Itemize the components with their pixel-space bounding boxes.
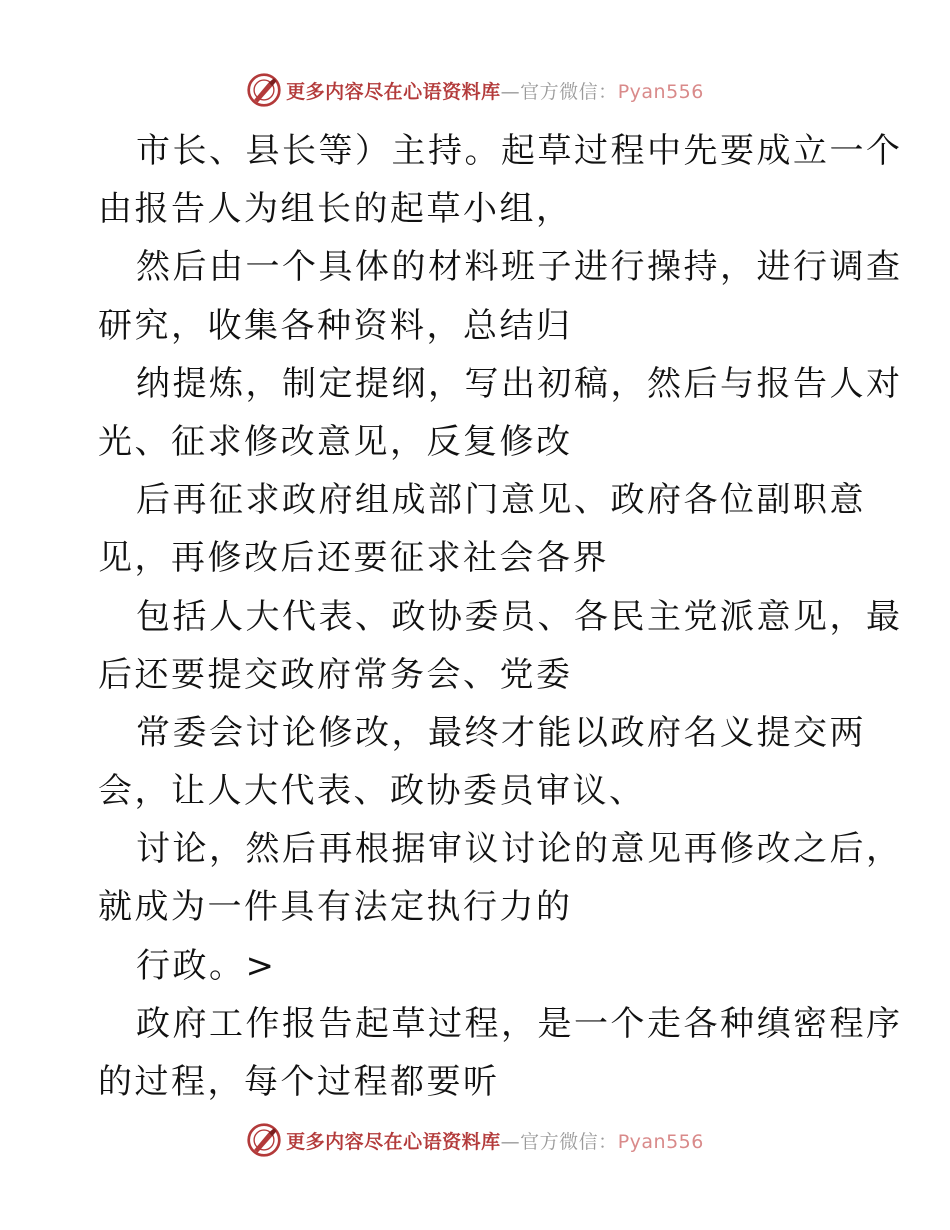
- header-wechat-label: 官方微信：: [520, 80, 618, 103]
- paragraph-line: 纳提炼，制定提纲，写出初稿，然后与报告人对: [136, 363, 903, 404]
- paragraph-line: 后还要提交政府常务会、党委: [98, 654, 573, 695]
- paragraph-line: 的过程，每个过程都要听: [98, 1062, 500, 1102]
- header-site-name: 更多内容尽在心语资料库: [286, 80, 501, 103]
- footer-site-name: 更多内容尽在心语资料库: [286, 1130, 501, 1153]
- paragraph-line: 光、征求修改意见，反复修改: [98, 421, 573, 462]
- footer-watermark-text: [286, 1127, 704, 1154]
- paragraph-line: 市长、县长等）主持。起草过程中先要成立一个: [136, 131, 903, 171]
- paragraph-line: 包括人大代表、政协委员、各民主党派意见，最: [136, 596, 903, 637]
- footer-watermark-inner: [246, 1122, 704, 1158]
- paragraph-line: 政府工作报告起草过程，是一个走各种缜密程序: [136, 1003, 903, 1044]
- paragraph-line: 后再征求政府组成部门意见、政府各位副职意: [136, 480, 866, 521]
- header-watermark-inner: [246, 72, 704, 108]
- document-body: [98, 122, 903, 1111]
- paragraph-line: 然后由一个具体的材料班子进行操持，进行调查: [136, 247, 903, 288]
- footer-wechat-id: Pyan556: [617, 1130, 704, 1153]
- header-separator: —: [500, 80, 521, 103]
- pen-logo-icon: [246, 1122, 282, 1158]
- pen-logo-icon: [246, 72, 282, 108]
- header-watermark-text: [286, 77, 704, 104]
- paragraph-line: 讨论，然后再根据审议讨论的意见再修改之后，: [136, 829, 903, 870]
- paragraph-line: 就成为一件具有法定执行力的: [98, 887, 573, 928]
- paragraph-line: 常委会讨论修改，最终才能以政府名义提交两: [136, 712, 866, 753]
- paragraph-line: 行政。>: [136, 945, 277, 986]
- paragraph-line: 研究，收集各种资料，总结归: [98, 305, 573, 346]
- header-watermark: [0, 68, 950, 112]
- header-wechat-id: Pyan556: [617, 80, 704, 103]
- paragraph-line: 由报告人为组长的起草小组，: [98, 189, 573, 230]
- footer-watermark: [0, 1118, 950, 1162]
- paragraph-line: 会，让人大代表、政协委员审议、: [98, 771, 646, 812]
- footer-separator: —: [500, 1130, 521, 1153]
- footer-wechat-label: 官方微信：: [520, 1130, 618, 1153]
- paragraph-line: 见，再修改后还要征求社会各界: [98, 538, 609, 579]
